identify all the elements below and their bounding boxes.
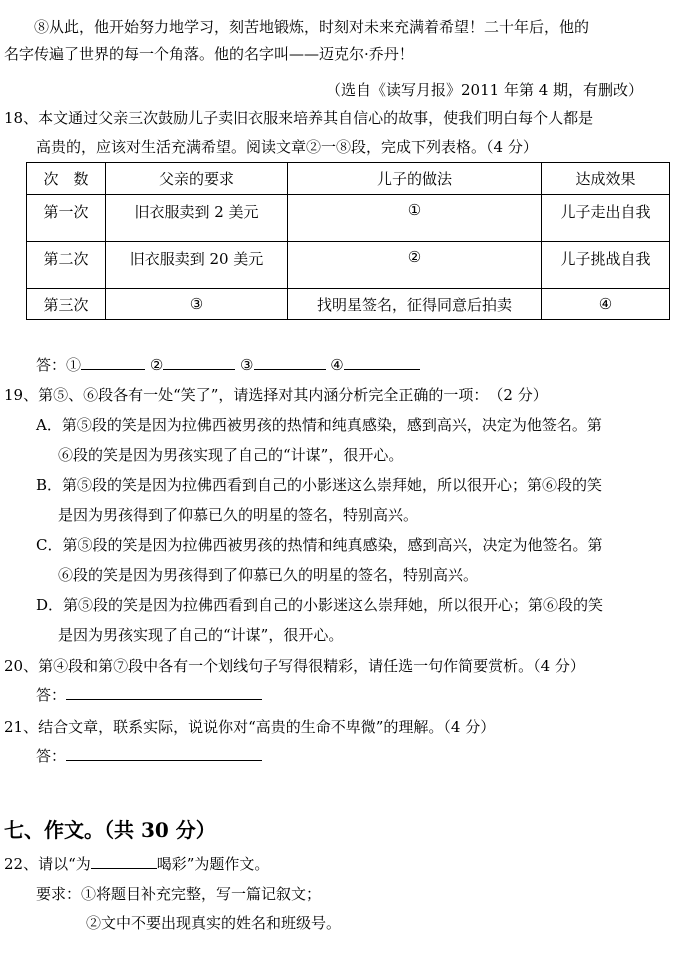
q19-option-a-line1: A．第⑤段的笑是因为拉佛西被男孩的热情和纯真感染，感到高兴，决定为他签名。第 [36, 416, 602, 434]
answer-prefix: 答： [36, 747, 67, 765]
title-blank[interactable] [91, 854, 157, 869]
answer-blank[interactable] [66, 685, 262, 700]
table-cell: ② [288, 242, 542, 289]
q22-stem [4, 854, 269, 874]
q21-stem: 21、结合文章，联系实际，说说你对“高贵的生命不卑微”的理解。（4 分） [4, 718, 496, 736]
table-cell: 找明星签名，征得同意后拍卖 [288, 289, 542, 320]
table-row [27, 195, 670, 242]
q18-answer-line [36, 355, 420, 375]
table-cell: 儿子挑战自我 [542, 242, 670, 289]
q22-stem-after: 喝彩”为题作文。 [156, 855, 270, 873]
q19-option-c-line1: C．第⑤段的笑是因为拉佛西被男孩的热情和纯真感染，感到高兴，决定为他签名。第 [36, 536, 603, 554]
q18-stem-line1: 18、本文通过父亲三次鼓励儿子卖旧衣服来培养其自信心的故事，使我们明白每个人都是 [4, 109, 594, 127]
q19-option-a-line2: ⑥段的笑是因为男孩实现了自己的“计谋”，很开心。 [58, 446, 404, 464]
table-row [27, 289, 670, 320]
q22-requirement-2: ②文中不要出现真实的姓名和班级号。 [86, 914, 342, 932]
table-row [27, 242, 670, 289]
q18-table [26, 162, 670, 320]
answer-blank-4[interactable] [344, 355, 420, 370]
blank-label: ③ [240, 356, 254, 374]
table-header-cell: 次 数 [27, 163, 106, 195]
answer-blank-2[interactable] [163, 355, 235, 370]
table-cell: 第二次 [27, 242, 106, 289]
blank-label: ② [149, 356, 164, 374]
q18-stem-line2: 高贵的，应该对生活充满希望。阅读文章②一⑧段，完成下列表格。（4 分） [36, 138, 538, 156]
table-header-cell: 达成效果 [542, 163, 670, 195]
answer-prefix: 答： [36, 686, 67, 704]
q20-answer-line [36, 685, 262, 705]
answer-blank[interactable] [66, 746, 262, 761]
answer-blank-1[interactable] [81, 355, 145, 370]
table-header-row [27, 163, 670, 195]
q22-stem-before: 22、请以“为 [4, 855, 91, 873]
table-cell: 第一次 [27, 195, 106, 242]
table-cell: 第三次 [27, 289, 106, 320]
q19-option-c-line2: ⑥段的笑是因为男孩得到了仰慕已久的明星的签名，特别高兴。 [58, 566, 479, 584]
answer-blank-3[interactable] [254, 355, 326, 370]
q19-option-d-line2: 是因为男孩实现了自己的“计谋”，很开心。 [58, 626, 344, 644]
table-cell: 旧衣服卖到 20 美元 [106, 242, 288, 289]
table-header-cell: 父亲的要求 [106, 163, 288, 195]
passage-para8-line2: 名字传遍了世界的每一个角落。他的名字叫——迈克尔·乔丹！ [4, 45, 414, 63]
table-cell: ③ [106, 289, 288, 320]
q19-stem: 19、第⑤、⑥段各有一处“笑了”，请选择对其内涵分析完全正确的一项： （2 分） [4, 386, 548, 404]
passage-para8-line1: ⑧从此，他开始努力地学习，刻苦地锻炼，时刻对未来充满着希望！二十年后，他的 [34, 18, 590, 36]
answer-prefix: 答： [36, 356, 67, 374]
table-cell: 旧衣服卖到 2 美元 [106, 195, 288, 242]
blank-label: ④ [330, 356, 344, 374]
blank-label: ① [66, 356, 82, 374]
passage-source: （选自《读写月报》2011 年第 4 期，有删改） [326, 81, 644, 99]
table-cell: 儿子走出自我 [542, 195, 670, 242]
q20-stem: 20、第④段和第⑦段中各有一个划线句子写得很精彩，请任选一句作简要赏析。（4 分） [4, 657, 585, 675]
table-header-cell: 儿子的做法 [288, 163, 542, 195]
table-cell: ① [288, 195, 542, 242]
q19-option-b-line2: 是因为男孩得到了仰慕已久的明星的签名，特别高兴。 [58, 506, 419, 524]
table-cell: ④ [542, 289, 670, 320]
section7-heading: 七、作文。（共 30 分） [4, 818, 216, 842]
q22-requirement-1: 要求：①将题目补充完整，写一篇记叙文； [36, 885, 322, 903]
q19-option-d-line1: D．第⑤段的笑是因为拉佛西看到自己的小影迷这么崇拜她，所以很开心；第⑥段的笑 [36, 596, 604, 614]
q21-answer-line [36, 746, 262, 766]
q19-option-b-line1: B．第⑤段的笑是因为拉佛西看到自己的小影迷这么崇拜她，所以很开心；第⑥段的笑 [36, 476, 603, 494]
